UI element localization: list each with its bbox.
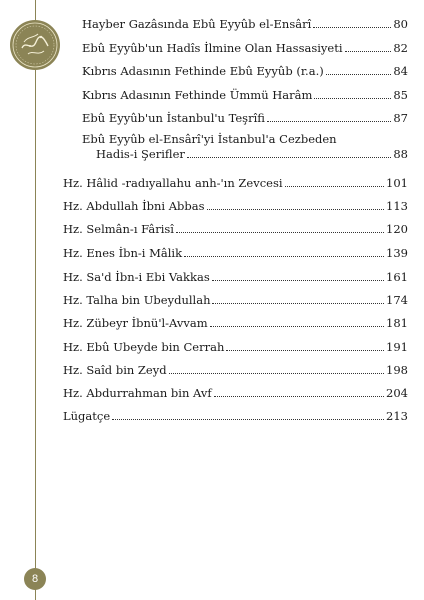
toc-row[interactable] [63,199,408,213]
toc-row[interactable] [82,111,408,125]
toc-page: 120 [386,222,408,236]
toc-row[interactable] [63,270,408,284]
toc-page: 80 [393,17,408,31]
toc-title: Hz. Abdullah İbni Abbas [63,199,205,213]
toc-title: Hz. Zübeyr İbnü'l-Avvam [63,316,208,330]
toc-title: Kıbrıs Adasının Fethinde Ümmü Harâm [82,88,313,102]
dot-leader [285,186,385,187]
toc-row[interactable] [63,409,408,423]
margin-rule [35,0,36,600]
toc-title: Hz. Enes İbn-i Mâlik [63,246,183,260]
dot-leader [226,350,384,351]
toc-page: 213 [386,409,408,423]
dot-leader [326,74,392,75]
dot-leader [210,326,384,327]
toc-row[interactable] [63,386,408,400]
toc-title: Hayber Gazâsında Ebû Eyyûb el-Ensârî [82,17,312,31]
calligraphy-medallion-icon [8,18,62,72]
dot-leader [207,209,385,210]
toc-page: 113 [386,199,408,213]
dot-leader [345,51,392,52]
toc-title: Ebû Eyyûb'un Hadîs İlmine Olan Hassasiyeti [82,41,343,55]
toc-title: Hz. Saîd bin Zeyd [63,363,167,377]
toc-title: Hz. Hâlid -radıyallahu anh-'ın Zevcesi [63,176,283,190]
toc-page: 181 [386,316,408,330]
toc-title: Ebû Eyyûb'un İstanbul'u Teşrîfi [82,111,265,125]
toc-page: 174 [386,293,408,307]
toc-title: Kıbrıs Adasının Fethinde Ebû Eyyûb (r.a.) [82,64,324,78]
dot-leader [112,419,384,420]
toc-page: 82 [393,41,408,55]
toc-page: 87 [393,111,408,125]
toc-row[interactable] [82,88,408,102]
toc-row[interactable] [63,363,408,377]
toc-page: 161 [386,270,408,284]
toc-row[interactable] [63,246,408,260]
dot-leader [212,280,384,281]
toc-title: Hz. Selmân-ı Fârisî [63,222,174,236]
toc-title: Hz. Talha bin Ubeydullah [63,293,211,307]
dot-leader [184,256,384,257]
toc-row[interactable] [82,17,408,31]
toc-row[interactable] [82,131,408,161]
dot-leader [169,373,384,374]
dot-leader [314,98,391,99]
toc-row[interactable] [63,222,408,236]
toc-row[interactable] [63,176,408,190]
dot-leader [313,27,391,28]
toc-row[interactable] [63,340,408,354]
dot-leader [214,396,384,397]
toc-row[interactable] [82,41,408,55]
toc-page: 139 [386,246,408,260]
toc-title-line2: Hadis-i Şerifler [96,147,185,161]
toc-title-line1: Ebû Eyyûb el-Ensârî'yi İstanbul'a Cezbeden [82,132,337,146]
toc-page: 198 [386,363,408,377]
toc-page: 88 [393,147,408,161]
toc-page: 204 [386,386,408,400]
toc-page: 191 [386,340,408,354]
toc-title: Hz. Abdurrahman bin Avf [63,386,212,400]
toc-page: 84 [393,64,408,78]
toc-page: 85 [393,88,408,102]
page-number-badge: 8 [24,568,46,590]
toc-title: Lügatçe [63,409,111,423]
toc-row[interactable] [63,293,408,307]
toc-page: 101 [386,176,408,190]
toc-row[interactable] [82,64,408,78]
toc-title: Hz. Sa'd İbn-i Ebi Vakkas [63,270,210,284]
toc-title: Hz. Ebû Ubeyde bin Cerrah [63,340,225,354]
dot-leader [267,121,391,122]
dot-leader [187,157,391,158]
toc-row[interactable] [63,316,408,330]
dot-leader [176,232,384,233]
dot-leader [212,303,384,304]
